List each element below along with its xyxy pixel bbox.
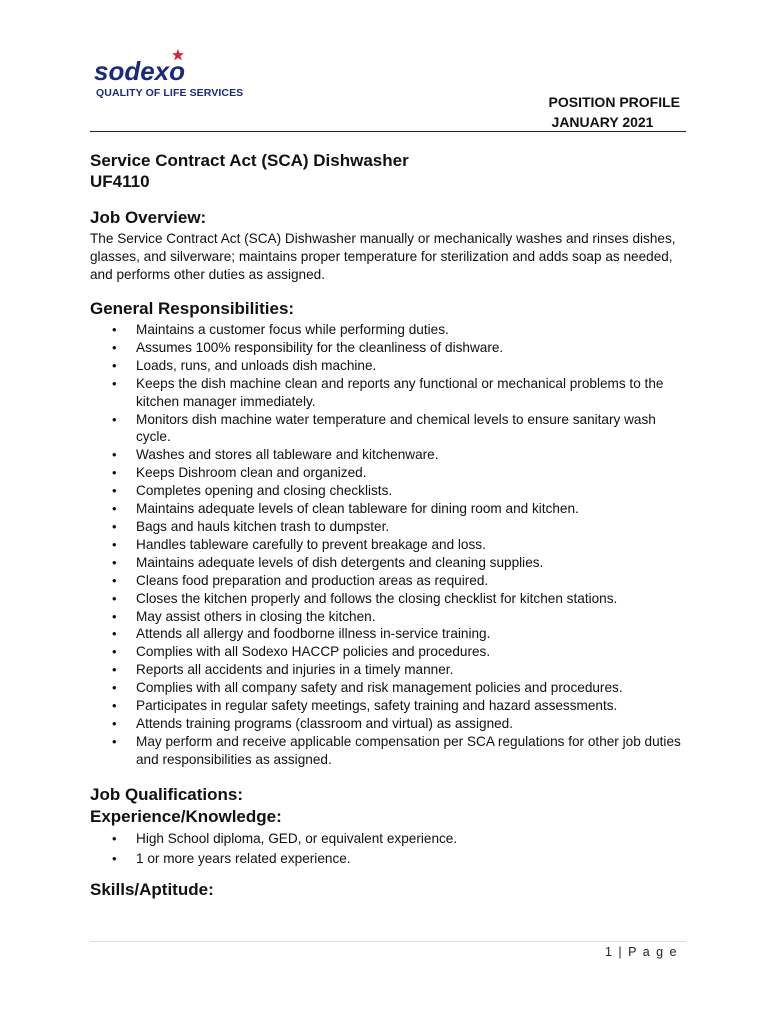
list-item: • Monitors dish machine water temperature and chemical levels to ensure sanitary wash cycle. [90,411,690,447]
list-item: • Complies with all Sodexo HACCP policies and procedures. [90,643,690,661]
list-item: • Maintains a customer focus while performing duties. [90,321,690,339]
job-title: Service Contract Act (SCA) Dishwasher [90,151,409,170]
document-title [90,150,409,192]
job-overview-heading: Job Overview: [90,208,207,227]
list-item: • Complies with all company safety and risk management policies and procedures. [90,679,690,697]
list-item: • May assist others in closing the kitchen. [90,608,690,626]
list-item: • Washes and stores all tableware and kitchenware. [90,446,690,464]
header-divider [90,131,686,132]
brand-wordmark: sodexo [94,56,186,86]
list-item: • Bags and hauls kitchen trash to dumpster. [90,518,690,536]
experience-heading: Experience/Knowledge: [90,807,282,826]
general-responsibilities-heading: General Responsibilities: [90,299,295,318]
list-item: • Maintains adequate levels of clean tableware for dining room and kitchen. [90,500,690,518]
list-item: • May perform and receive applicable compensation per SCA regulations for other job duties and responsibilities as assigned. [90,733,690,769]
sodexo-wordmark-icon [94,46,244,88]
experience-list [90,829,690,869]
job-code: UF4110 [90,172,150,191]
list-item: • Maintains adequate levels of dish detergents and cleaning supplies. [90,554,690,572]
job-qualifications-section [90,784,690,901]
job-overview-section [90,207,690,284]
logo-tagline: QUALITY OF LIFE SERVICES [96,87,244,99]
general-responsibilities-section [90,298,690,769]
list-item: • Completes opening and closing checklists. [90,482,690,500]
list-item: • High School diploma, GED, or equivalent experience. [90,829,690,849]
list-item: • Reports all accidents and injuries in a timely manner. [90,661,690,679]
list-item: • Attends all allergy and foodborne illness in-service training. [90,625,690,643]
profile-label: POSITION PROFILE [548,94,680,110]
list-item: • Keeps the dish machine clean and reports any functional or mechanical problems to the kitchen manager immediately. [90,375,690,411]
responsibilities-list [90,321,690,769]
list-item: • Participates in regular safety meetings, safety training and hazard assessments. [90,697,690,715]
sodexo-logo [94,46,244,106]
footer-divider [90,941,686,942]
page-number: 1 | P a g e [604,945,678,959]
position-profile-header [549,92,680,132]
list-item: • Loads, runs, and unloads dish machine. [90,357,690,375]
job-qualifications-heading: Job Qualifications: [90,785,244,804]
list-item: • Cleans food preparation and production areas as required. [90,572,690,590]
list-item: • Closes the kitchen properly and follows the closing checklist for kitchen stations. [90,590,690,608]
list-item: • Assumes 100% responsibility for the cleanliness of dishware. [90,339,690,357]
list-item: • Attends training programs (classroom and virtual) as assigned. [90,715,690,733]
list-item: • Keeps Dishroom clean and organized. [90,464,690,482]
job-overview-text: The Service Contract Act (SCA) Dishwasher manually or mechanically washes and rinses dishes, glasses, and silverware; maintains proper temperature for sterilization and adds soap as needed, and performs other duties as assigned. [90,231,676,282]
list-item: • Handles tableware carefully to prevent breakage and loss. [90,536,690,554]
list-item: • 1 or more years related experience. [90,849,690,869]
profile-date: JANUARY 2021 [551,114,654,130]
skills-heading: Skills/Aptitude: [90,880,214,899]
